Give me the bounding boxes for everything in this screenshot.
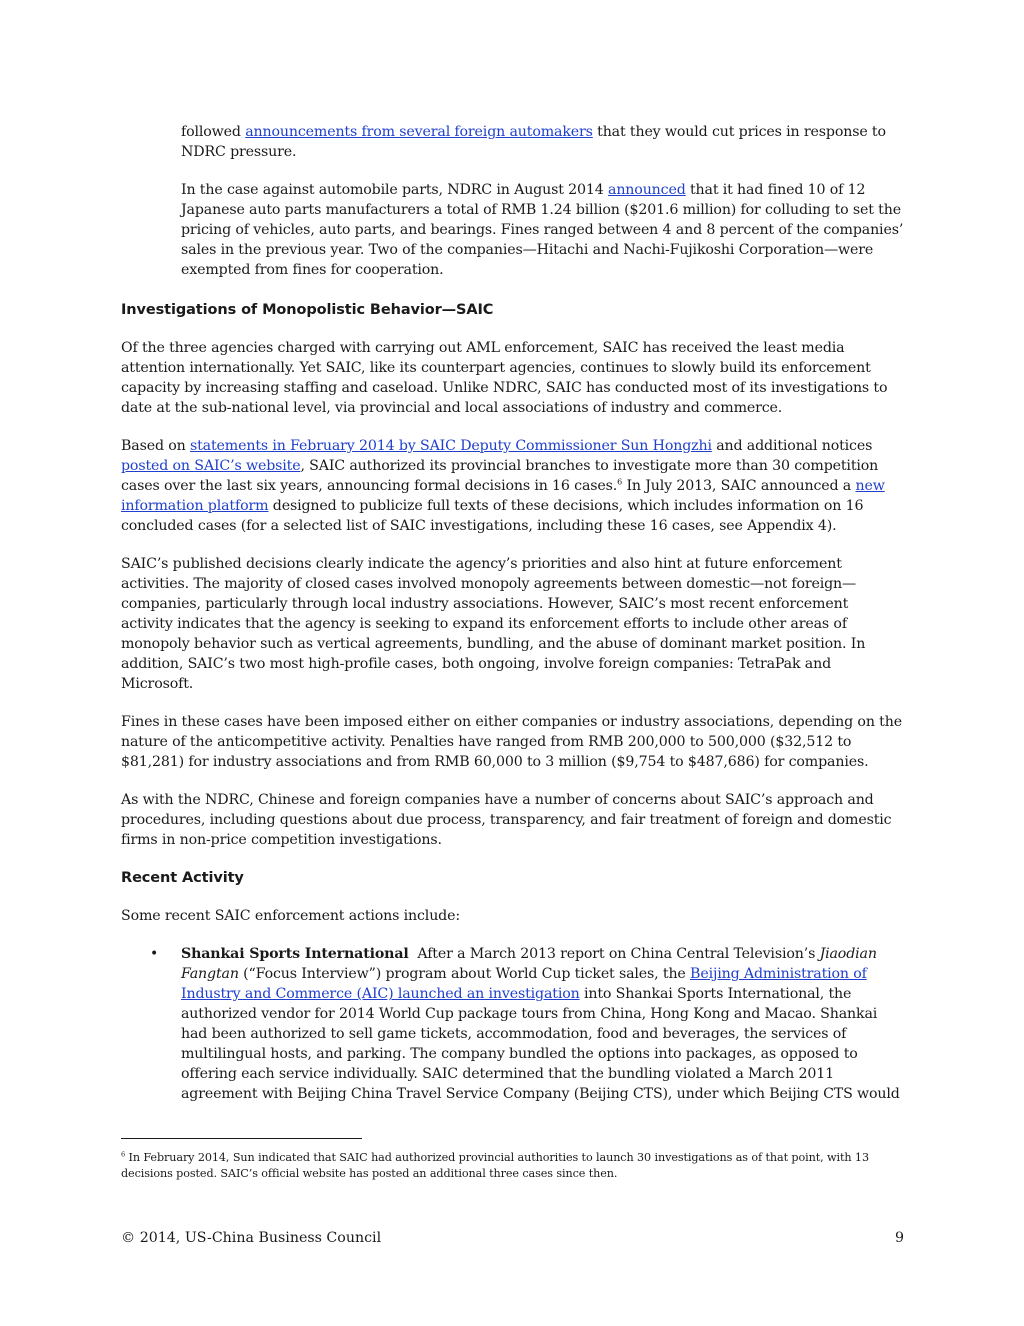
- bullet-item-shankai: [121, 944, 904, 1104]
- bullet-title: Shankai Sports International: [181, 946, 409, 962]
- text: , SAIC authorized its provincial branches to investigate more than 30 competition cases over the last six years, announcing formal decisions in 16 cases.: [121, 458, 879, 494]
- text: (“Focus Interview”) program about World Cup ticket sales, the: [238, 966, 691, 982]
- text: In the case against automobile parts, NDRC in August 2014: [181, 182, 609, 198]
- link-automaker-announcements[interactable]: announcements from several foreign automakers: [245, 124, 593, 140]
- text: that it had fined 10 of 12 Japanese auto parts manufacturers a total of RMB 1.24 billion ($201.6 million) for colluding to set the pricing of vehicles, auto parts, and bearings. Fines ranged between 4 and 8 percent of the companies’ sales in the previous year. Two of the companies—Hitachi and Nachi-Fujikoshi Corporation—were exempted from fines for cooperation.: [181, 182, 904, 278]
- recent-activity-intro: Some recent SAIC enforcement actions include:: [121, 908, 460, 924]
- footnote-ref-6[interactable]: 6: [617, 477, 623, 487]
- footnote-number: 6: [121, 1150, 126, 1159]
- text: followed: [181, 124, 246, 140]
- footnote-6: [121, 1150, 904, 1182]
- text: In July 2013, SAIC announced a: [622, 478, 856, 494]
- text: that they would cut prices in response to NDRC pressure.: [181, 124, 886, 160]
- text: Based on: [121, 438, 190, 454]
- saic-paragraph-2: [121, 436, 904, 536]
- text: After a March 2013 report on China Central Television’s: [408, 946, 820, 962]
- saic-paragraph-4: Fines in these cases have been imposed either on either companies or industry associations, depending on the nature of the anticompetitive activity. Penalties have ranged from RMB 200,000 to 500,000 ($32,512 to $81,281) for industry associations and from RMB 60,000 to 3 million ($9,754 to $487,686) for companies.: [121, 714, 902, 770]
- text: designed to publicize full texts of these decisions, which includes information on 16 concluded cases (for a selected list of SAIC investigations, including these 16 cases, see Appendix 4).: [121, 498, 864, 534]
- intro-paragraph-2: [121, 180, 904, 280]
- page-number: 9: [894, 1230, 904, 1246]
- link-beijing-aic-investigation[interactable]: Beijing Administration of Industry and Commerce (AIC) launched an investigation: [181, 966, 867, 1002]
- saic-paragraph-3: SAIC’s published decisions clearly indicate the agency’s priorities and also hint at future enforcement activities. The majority of closed cases involved monopoly agreements between domestic—not foreign—companies, particularly through local industry associations. However, SAIC’s most recent enforcement activity indicates that the agency is seeking to expand its enforcement efforts to include other areas of monopoly behavior such as vertical agreements, bundling, and the abuse of dominant market position. In addition, SAIC’s two most high-profile cases, both ongoing, involve foreign companies: TetraPak and Microsoft.: [121, 556, 866, 692]
- bullet-icon: •: [150, 946, 159, 962]
- saic-paragraph-5: As with the NDRC, Chinese and foreign companies have a number of concerns about SAIC’s approach and procedures, including questions about due process, transparency, and fair treatment of foreign and domestic firms in non-price competition investigations.: [121, 792, 892, 848]
- program-name: Jiaodian Fangtan: [181, 946, 877, 982]
- section-heading-recent-activity: Recent Activity: [121, 870, 244, 886]
- link-information-platform[interactable]: new information platform: [121, 478, 885, 514]
- copyright: © 2014, US-China Business Council: [121, 1230, 382, 1246]
- document-body: [121, 122, 904, 1104]
- footnote-divider: [121, 1138, 362, 1139]
- link-announced[interactable]: announced: [608, 182, 686, 198]
- text: into Shankai Sports International, the authorized vendor for 2014 World Cup package tours from China, Hong Kong and Macao. Shankai had been authorized to sell game tickets, accommodation, food and beverages, the services of multilingual hosts, and parking. The company bundled the options into packages, as opposed to offering each service individually. SAIC determined that the bundling violated a March 2011 agreement with Beijing China Travel Service Company (Beijing CTS), under which Beijing CTS would: [181, 986, 900, 1102]
- section-heading-saic: Investigations of Monopolistic Behavior—SAIC: [121, 302, 494, 318]
- bullet-text: [181, 944, 904, 1104]
- saic-paragraph-1: Of the three agencies charged with carrying out AML enforcement, SAIC has received the least media attention internationally. Yet SAIC, like its counterpart agencies, continues to slowly build its enforcement capacity by increasing staffing and caseload. Unlike NDRC, SAIC has conducted most of its investigations to date at the sub-national level, via provincial and local associations of industry and commerce.: [121, 340, 888, 416]
- page-footer: [121, 1228, 904, 1248]
- intro-paragraph-1: [121, 122, 904, 162]
- link-saic-website[interactable]: posted on SAIC’s website: [121, 458, 301, 474]
- link-sun-hongzhi-statements[interactable]: statements in February 2014 by SAIC Deputy Commissioner Sun Hongzhi: [190, 438, 712, 454]
- footnote-text: In February 2014, Sun indicated that SAIC had authorized provincial authorities to launch 30 investigations as of that point, with 13 decisions posted. SAIC’s official website has posted an additional three cases since then.: [121, 1151, 869, 1180]
- text: and additional notices: [711, 438, 873, 454]
